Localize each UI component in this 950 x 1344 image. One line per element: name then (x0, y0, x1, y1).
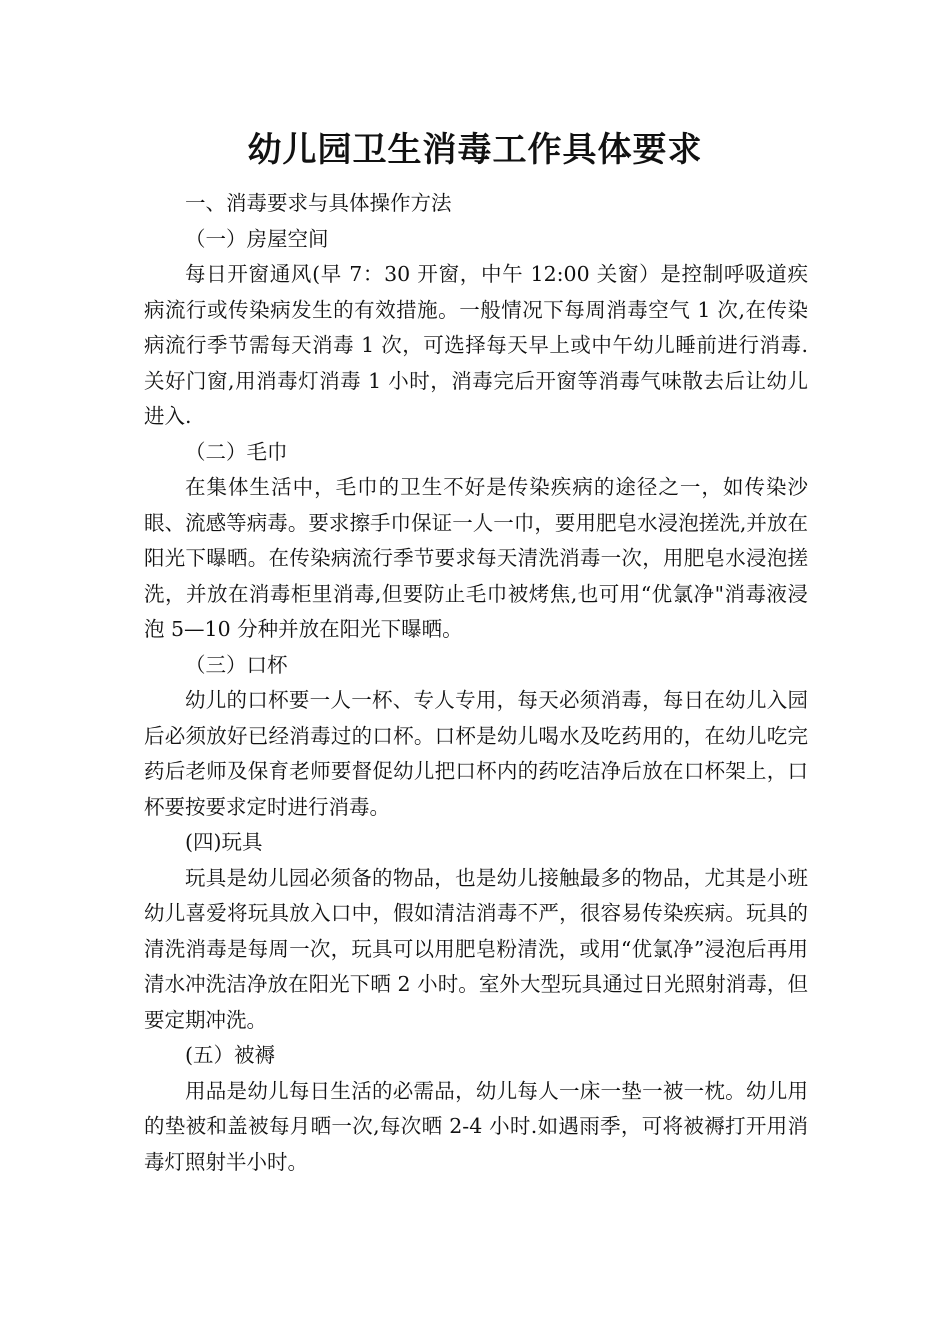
body-paragraph: 幼儿的口杯要一人一杯、专人专用，每天必须消毒，每日在幼儿入园后必须放好已经消毒过的口杯。口杯是幼儿喝水及吃药用的，在幼儿吃完药后老师及保育老师要督促幼儿把口杯内的药吃洁净后放在口杯架上，口杯要按要求定时进行消毒。 (144, 688, 808, 819)
body-paragraph: 用品是幼儿每日生活的必需品，幼儿每人一床一垫一被一枕。幼儿用的垫被和盖被每月晒一次,每次晒 2-4 小时.如遇雨季，可将被褥打开用消毒灯照射半小时。 (144, 1078, 808, 1174)
subsection-heading: (四)玩具 (185, 830, 263, 854)
document-title: 幼儿园卫生消毒工作具体要求 (247, 130, 703, 170)
body-paragraph: 每日开窗通风(早 7：30 开窗，中午 12:00 关窗）是控制呼吸道疾病流行或传染病发生的有效措施。一般情况下每周消毒空气 1 次,在传染病流行季节需每天消毒 1 次，可选择每天早上或中午幼儿睡前进行消毒.关好门窗,用消毒灯消毒 1 小时，消毒完后开窗等消毒气味散去后让幼儿进入. (144, 262, 808, 428)
subsection-heading: (五）被褥 (185, 1043, 275, 1067)
subsection-heading: （三）口杯 (185, 652, 288, 677)
section-heading: 一、消毒要求与具体操作方法 (185, 191, 452, 215)
body-paragraph: 玩具是幼儿园必须备的物品，也是幼儿接触最多的物品，尤其是小班幼儿喜爱将玩具放入口中，假如清洁消毒不严，很容易传染疾病。玩具的清洗消毒是每周一次，玩具可以用肥皂粉清洗，或用“优氯净”浸泡后再用清水冲洗洁净放在阳光下晒 2 小时。室外大型玩具通过日光照射消毒，但要定期冲洗。 (144, 865, 808, 1032)
document-body (144, 186, 808, 1180)
subsection-heading: （一）房屋空间 (185, 226, 329, 251)
body-paragraph: 在集体生活中，毛巾的卫生不好是传染疾病的途径之一，如传染沙眼、流感等病毒。要求擦手巾保证一人一巾，要用肥皂水浸泡搓洗,并放在阳光下曝晒。在传染病流行季节要求每天清洗消毒一次，用肥皂水浸泡搓洗，并放在消毒柜里消毒,但要防止毛巾被烤焦,也可用“优氯净"消毒液浸泡 5—10 分种并放在阳光下曝晒。 (144, 475, 808, 641)
subsection-heading: （二）毛巾 (185, 439, 288, 464)
